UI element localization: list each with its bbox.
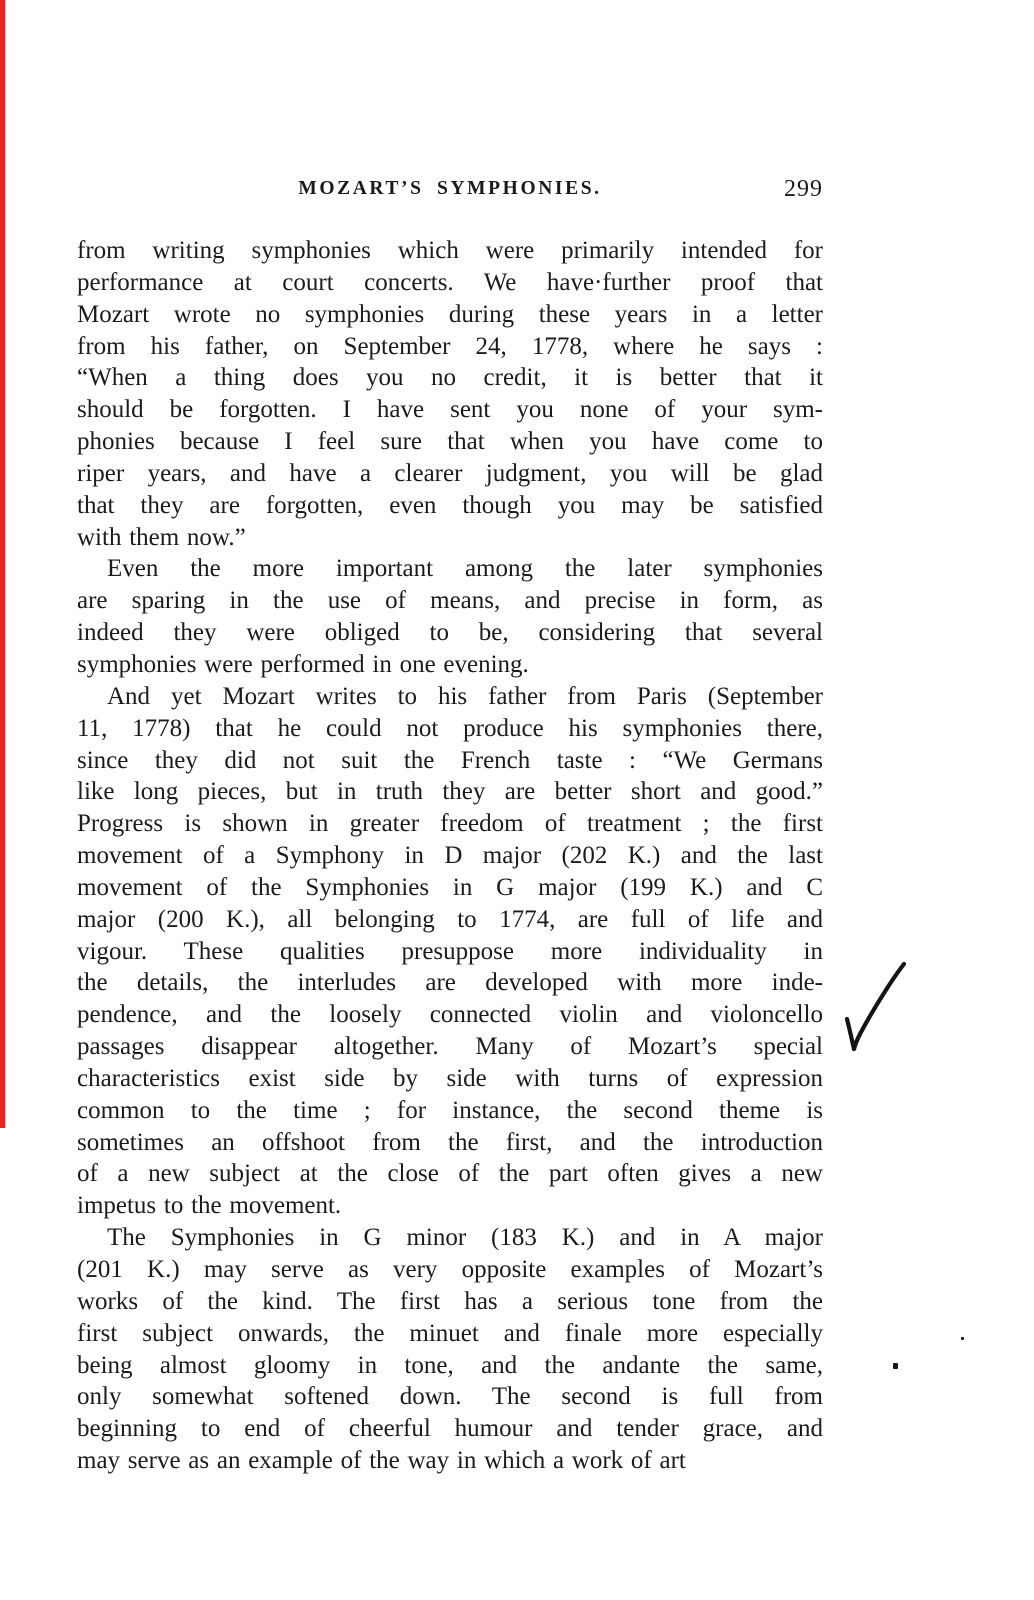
text-line: movement of a Symphony in D major (202 K.) and the last — [77, 842, 823, 870]
ink-speck — [961, 1337, 964, 1340]
text-line: Mozart wrote no symphonies during these years in a letter — [77, 300, 823, 328]
page-number: 299 — [784, 176, 823, 202]
text-line: first subject onwards, the minuet and finale more especially — [77, 1319, 823, 1347]
text-line: symphonies were performed in one evening. — [77, 650, 529, 678]
body-text — [77, 235, 823, 1477]
text-line: riper years, and have a clearer judgment, you will be glad — [77, 459, 823, 487]
text-line: only somewhat softened down. The second is full from — [77, 1383, 823, 1411]
text-line: since they did not suit the French taste : “We Germans — [77, 746, 823, 774]
text-line: 11, 1778) that he could not produce his symphonies there, — [77, 714, 823, 742]
text-line: indeed they were obliged to be, considering that several — [77, 619, 823, 647]
text-line: with them now.” — [77, 523, 246, 551]
text-line: may serve as an example of the way in which a work of art — [77, 1447, 686, 1475]
text-line: And yet Mozart writes to his father from Paris (September — [107, 682, 823, 710]
text-line: from his father, on September 24, 1778, where he says : — [77, 332, 823, 360]
text-line: movement of the Symphonies in G major (199 K.) and C — [77, 873, 823, 901]
ink-speck — [893, 1363, 898, 1369]
scan-red-edge-line — [0, 0, 5, 1128]
text-line: major (200 K.), all belonging to 1774, are full of life and — [77, 905, 823, 933]
text-line: pendence, and the loosely connected violin and violoncello — [77, 1001, 823, 1029]
text-line: being almost gloomy in tone, and the andante the same, — [77, 1351, 823, 1379]
text-line: like long pieces, but in truth they are better short and good.” — [77, 778, 823, 806]
text-line: The Symphonies in G minor (183 K.) and in A major — [107, 1224, 823, 1252]
running-title: MOZART’S SYMPHONIES. — [298, 178, 602, 199]
text-line: vigour. These qualities presuppose more individuality in — [77, 937, 823, 965]
text-line: from writing symphonies which were primarily intended for — [77, 237, 823, 264]
text-line: Even the more important among the later symphonies — [107, 555, 823, 583]
text-line: Progress is shown in greater freedom of treatment ; the first — [77, 810, 823, 838]
text-line: characteristics exist side by side with turns of expression — [77, 1064, 823, 1092]
text-line: of a new subject at the close of the part often gives a new — [77, 1160, 823, 1188]
text-line: phonies because I feel sure that when you have come to — [77, 428, 823, 456]
text-line: “When a thing does you no credit, it is better that it — [77, 364, 823, 392]
text-line: (201 K.) may serve as very opposite examples of Mozart’s — [77, 1256, 823, 1283]
text-line: common to the time ; for instance, the second theme is — [77, 1096, 823, 1124]
text-line: beginning to end of cheerful humour and tender grace, and — [77, 1415, 823, 1443]
page-header — [77, 178, 823, 208]
text-line: should be forgotten. I have sent you none of your sym- — [77, 396, 823, 424]
text-line: that they are forgotten, even though you may be satisfied — [77, 491, 823, 519]
text-line: impetus to the movement. — [77, 1192, 342, 1220]
checkmark-icon — [838, 956, 918, 1058]
text-line: are sparing in the use of means, and precise in form, as — [77, 587, 823, 615]
text-line: passages disappear altogether. Many of Mozart’s special — [77, 1033, 823, 1061]
text-line: performance at court concerts. We have·further proof that — [77, 268, 823, 296]
text-line: works of the kind. The first has a serious tone from the — [77, 1287, 823, 1315]
text-line: the details, the interludes are developed with more inde- — [77, 969, 823, 997]
text-line: sometimes an offshoot from the first, and the introduction — [77, 1128, 823, 1156]
